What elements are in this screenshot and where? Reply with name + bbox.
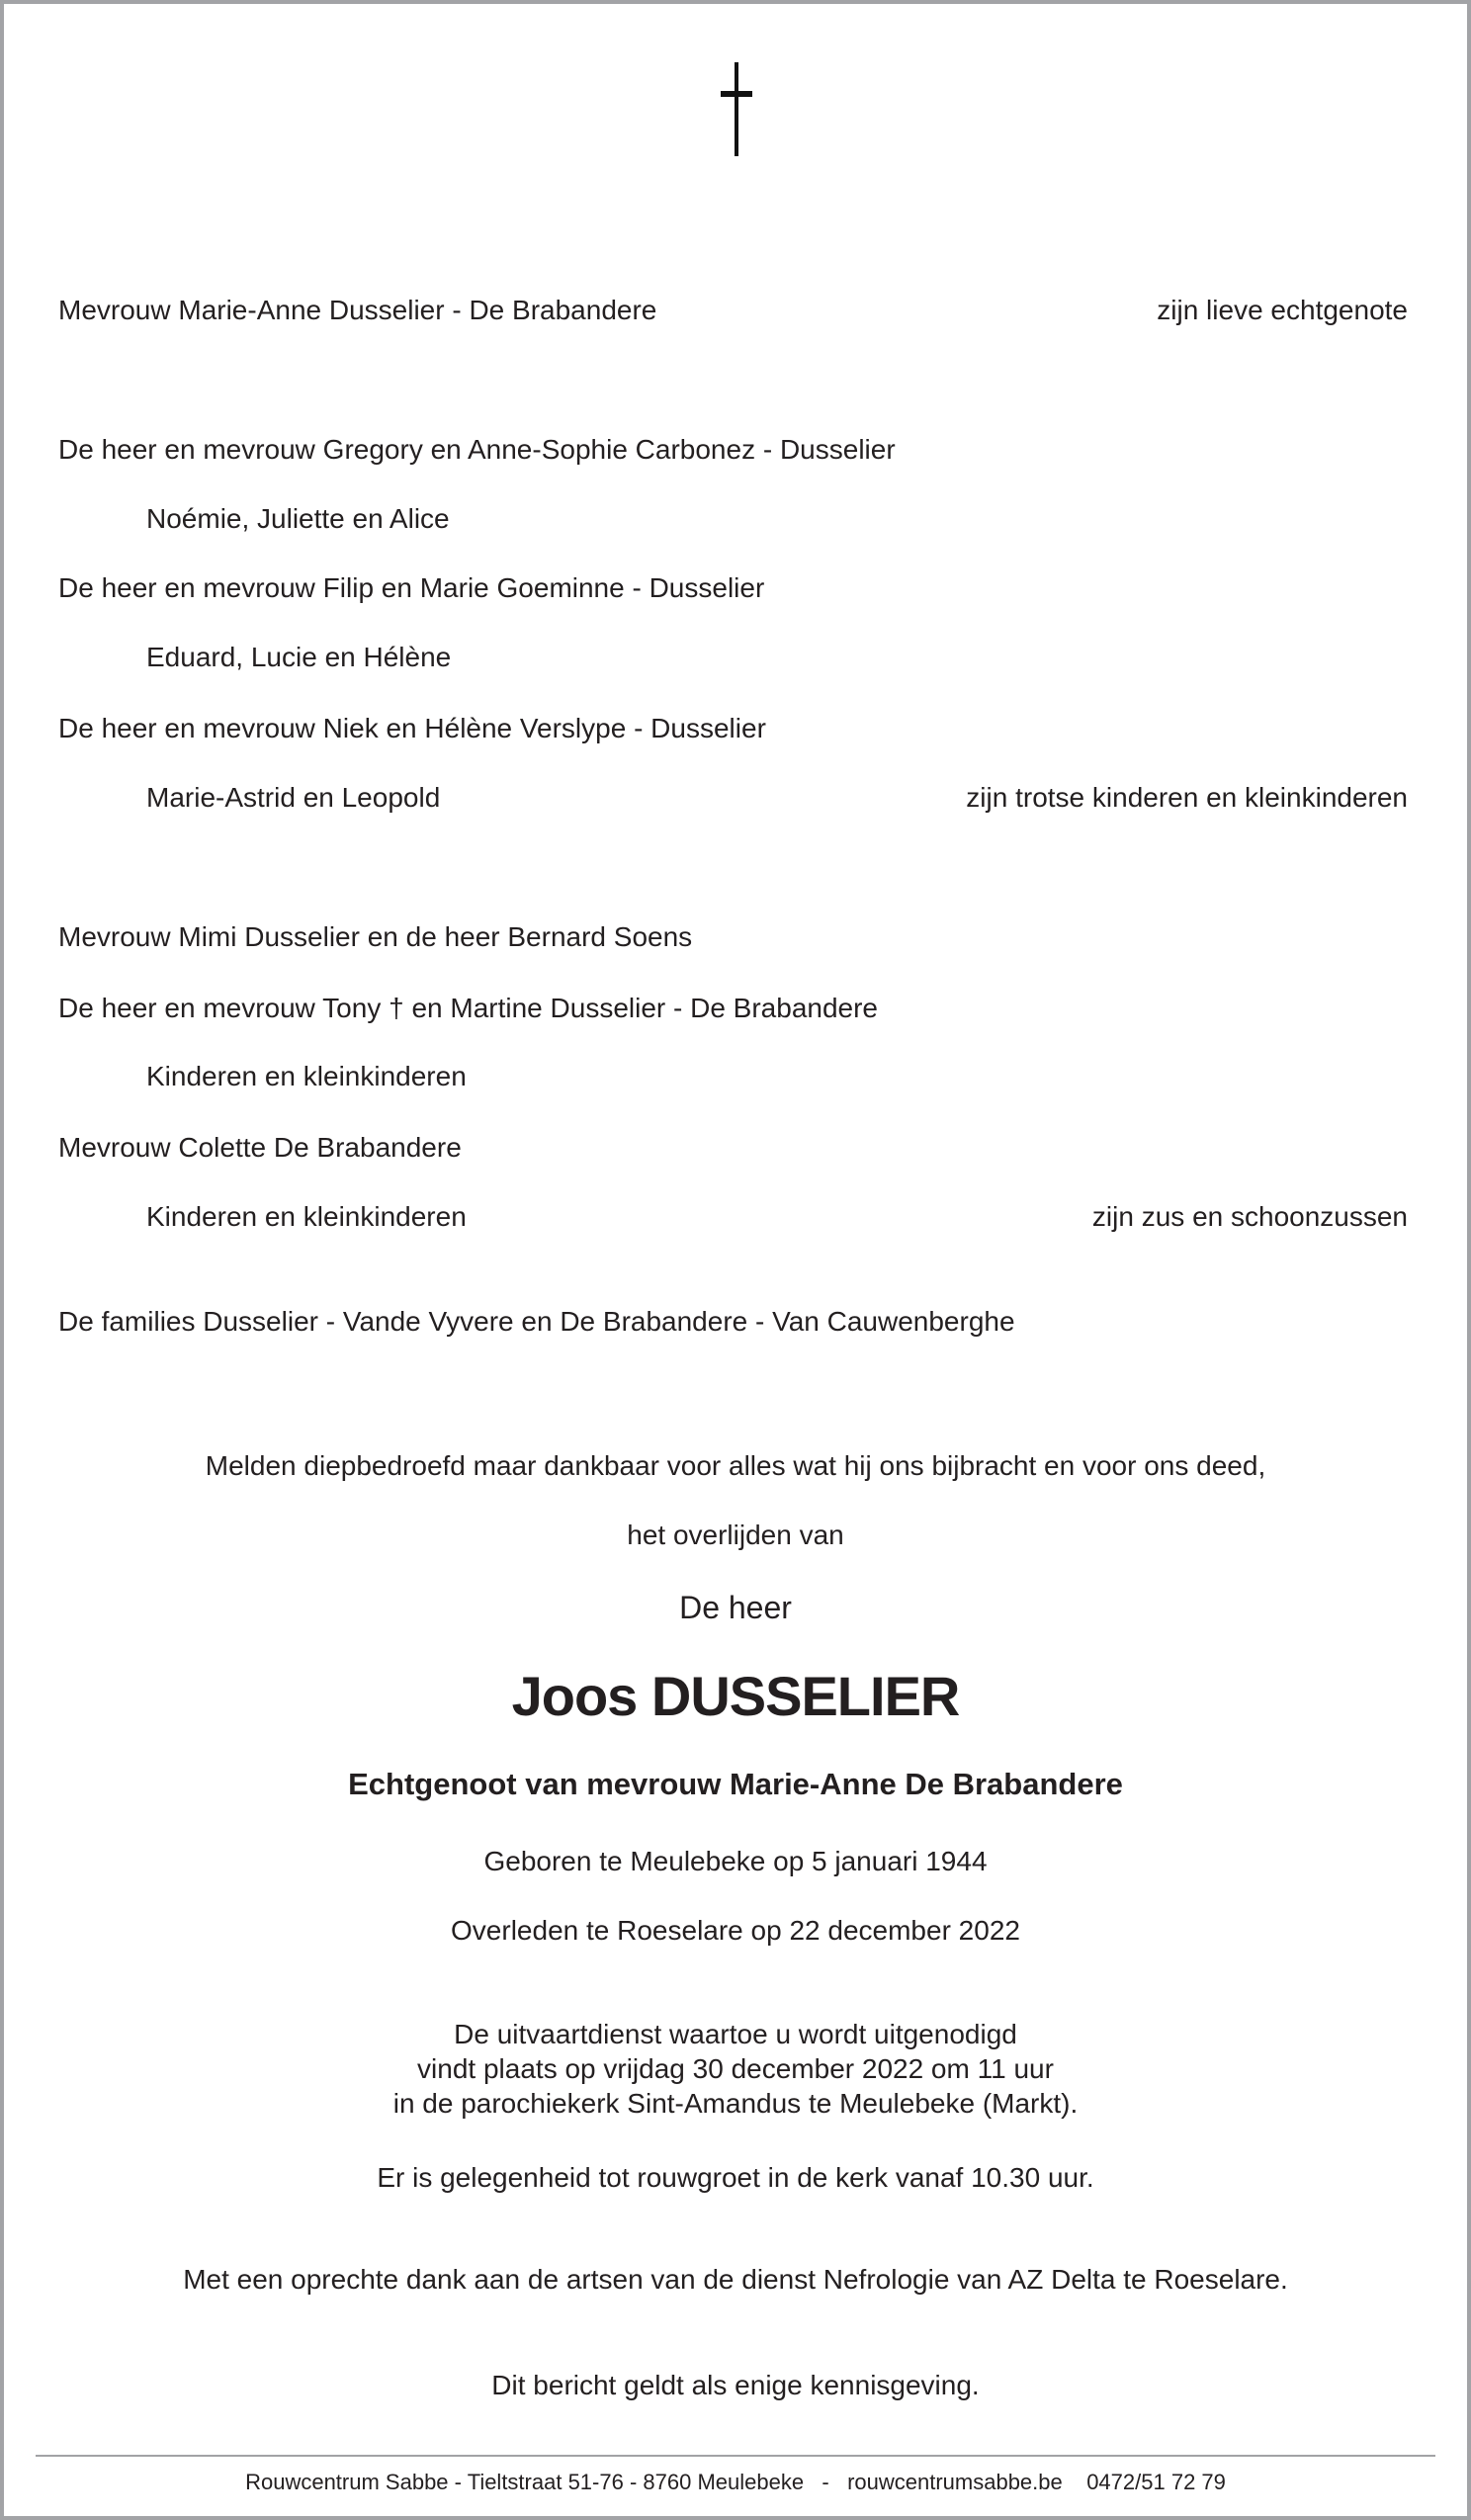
thanks-text: Met een oprechte dank aan de artsen van de dienst Nefrologie van AZ Delta te Roeselare. [183, 2264, 1288, 2295]
children-relation: zijn trotse kinderen en kleinkinderen [966, 782, 1408, 813]
families: De families Dusselier - Vande Vyvere en De Brabandere - Van Cauwenberghe [58, 1306, 1015, 1337]
footer-text: Rouwcentrum Sabbe - Tieltstraat 51-76 - 8760 Meulebeke - rouwcentrumsabbe.be 0472/51 72 79 [245, 2470, 1226, 2494]
grandchildren-2: Eduard, Lucie en Hélène [146, 642, 452, 672]
sibling-3: Mevrouw Colette De Brabandere [58, 1132, 462, 1163]
grandchildren-3: Marie-Astrid en Leopold [146, 782, 441, 813]
service-line-3: in de parochiekerk Sint-Amandus te Meulebeke (Markt). [392, 2088, 1079, 2119]
sibling-1: Mevrouw Mimi Dusselier en de heer Bernard Soens [58, 921, 693, 952]
death-info: Overleden te Roeselare op 22 december 2022 [451, 1915, 1020, 1946]
notice-text: Dit bericht geldt als enige kennisgeving. [491, 2370, 980, 2400]
cross-horizontal [721, 91, 752, 97]
child-2: De heer en mevrouw Filip en Marie Goeminne - Dusselier [58, 572, 765, 603]
child-3: De heer en mevrouw Niek en Hélène Verslype - Dusselier [58, 713, 766, 743]
condolences-text: Er is gelegenheid tot rouwgroet in de kerk vanaf 10.30 uur. [377, 2162, 1094, 2193]
footer-divider [36, 2455, 1435, 2457]
spouse-of: Echtgenoot van mevrouw Marie-Anne De Brabandere [348, 1767, 1123, 1801]
service-line-1: De uitvaartdienst waartoe u wordt uitgenodigd [454, 2019, 1017, 2049]
intro-text: Melden diepbedroefd maar dankbaar voor alles wat hij ons bijbracht en voor ons deed, [205, 1450, 1266, 1481]
service-line-2: vindt plaats op vrijdag 30 december 2022 om 11 uur [417, 2053, 1054, 2084]
sibling-3-descendants: Kinderen en kleinkinderen [146, 1201, 467, 1232]
passing-text: het overlijden van [627, 1520, 844, 1550]
deceased-name: Joos DUSSELIER [511, 1665, 960, 1727]
birth-info: Geboren te Meulebeke op 5 januari 1944 [483, 1846, 988, 1876]
child-1: De heer en mevrouw Gregory en Anne-Sophie Carbonez - Dusselier [58, 434, 896, 465]
spouse-relation: zijn lieve echtgenote [1157, 295, 1408, 325]
grandchildren-1: Noémie, Juliette en Alice [146, 503, 450, 534]
deceased-title: De heer [679, 1590, 792, 1625]
cross-vertical [735, 62, 738, 156]
sibling-2: De heer en mevrouw Tony † en Martine Dusselier - De Brabandere [58, 993, 879, 1023]
sibling-2-descendants: Kinderen en kleinkinderen [146, 1061, 467, 1091]
spouse-name: Mevrouw Marie-Anne Dusselier - De Brabandere [58, 295, 657, 325]
siblings-relation: zijn zus en schoonzussen [1091, 1201, 1408, 1232]
